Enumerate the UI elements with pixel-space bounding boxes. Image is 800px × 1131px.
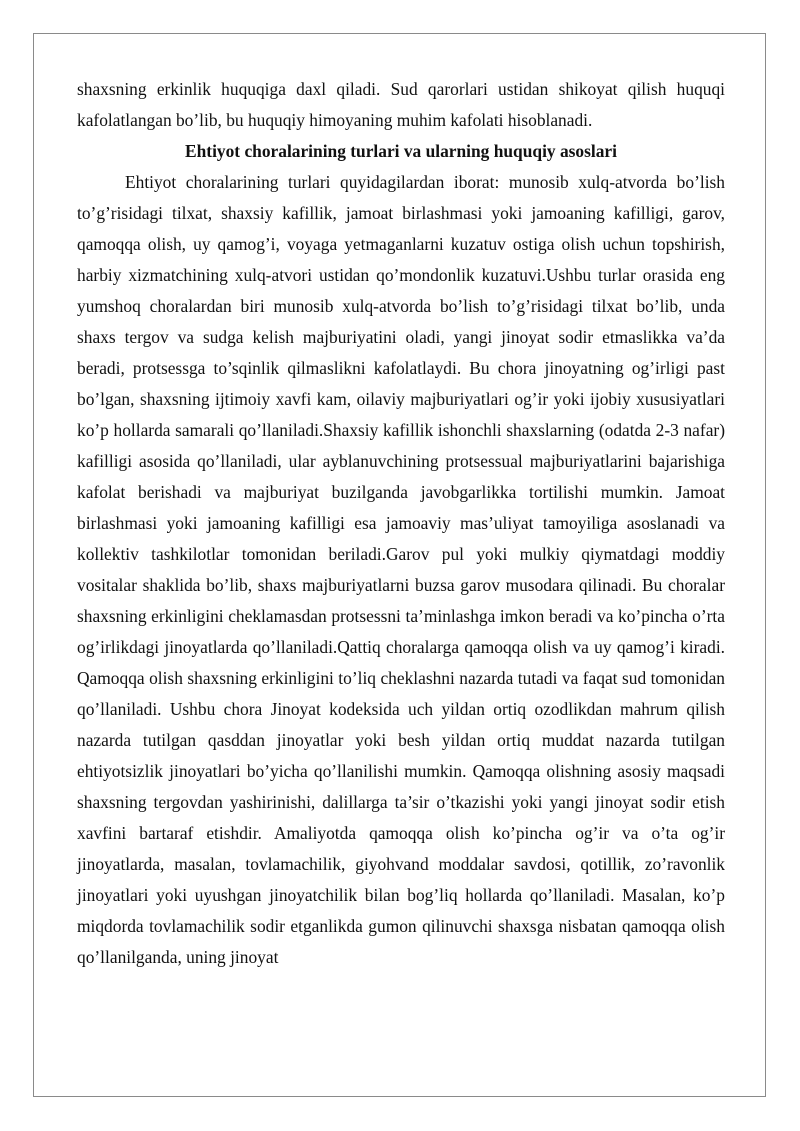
body-paragraph: Ehtiyot choralarining turlari quyidagilardan iborat: munosib xulq-atvorda bo’lish to’g’risidagi tilxat, shaxsiy kafillik, jamoat birlashmasi yoki jamoaning kafilligi, garov, qamoqqa olish, uy qamog’i, voyaga yetmaganlarni kuzatuv ostiga olish uchun topshirish, harbiy xizmatchining xulq-atvori ustidan qo’mondonlik kuzatuvi.Ushbu turlar orasida eng yumshoq choralardan biri munosib xulq-atvorda bo’lish to’g’risidagi tilxat bo’lib, unda shaxs tergov va sudga kelish majburiyatini oladi, yangi jinoyat sodir etmaslikka va’da beradi, protsessga to’sqinlik qilmaslikni kafolatlaydi. Bu chora jinoyatning og’irligi past bo’lgan, shaxsning ijtimoiy xavfi kam, oilaviy majburiyatlari og’ir yoki ijobiy xususiyatlari ko’p hollarda samarali qo’llaniladi.Shaxsiy kafillik ishonchli shaxslarning (odatda 2-3 nafar) kafilligi asosida qo’llaniladi, ular ayblanuvchining protsessual majburiyatlarini bajarishiga kafolat berishadi va majburiyat buzilganda javobgarlikka tortilishi mumkin. Jamoat birlashmasi yoki jamoaning kafilligi esa jamoaviy mas’uliyat tamoyiliga asoslanadi va kollektiv tashkilotlar tomonidan beriladi.Garov pul yoki mulkiy qiymatdagi moddiy vositalar shaklida bo’lib, shaxs majburiyatlarni buzsa garov musodara qilinadi. Bu choralar shaxsning erkinligini cheklamasdan protsessni ta’minlashga imkon beradi va ko’pincha o’rta og’irlikdagi jinoyatlarda qo’llaniladi.Qattiq choralarga qamoqqa olish va uy qamog’i kiradi. Qamoqqa olish shaxsning erkinligini to’liq cheklashni nazarda tutadi va faqat sud tomonidan qo’llaniladi. Ushbu chora Jinoyat kodeksida uch yildan ortiq ozodlikdan mahrum qilish nazarda tutilgan qasddan jinoyatlar yoki besh yildan ortiq muddat nazarda tutilgan ehtiyotsizlik jinoyatlari bo’yicha qo’llanilishi mumkin. Qamoqqa olishning asosiy maqsadi shaxsning tergovdan yashirinishi, dalillarga ta’sir o’tkazishi yoki yangi jinoyat sodir etish xavfini bartaraf etishdir. Amaliyotda qamoqqa olish ko’pincha og’ir va o’ta og’ir jinoyatlarda, masalan, tovlamachilik, giyohvand moddalar savdosi, qotillik, zo’ravonlik jinoyatlari yoki uyushgan jinoyatchilik bilan bog’liq hollarda qo’llaniladi. Masalan, ko’p miqdorda tovlamachilik sodir etganlikda gumon qilinuvchi shaxsga nisbatan qamoqqa olish qo’llanilganda, uning jinoyat [77, 172, 725, 967]
document-body [77, 74, 725, 973]
section-heading: Ehtiyot choralarining turlari va ularning huquqiy asoslari [185, 141, 617, 161]
intro-paragraph: shaxsning erkinlik huquqiga daxl qiladi. Sud qarorlari ustidan shikoyat qilish huquqi kafolatlangan bo’lib, bu huquqiy himoyaning muhim kafolati hisoblanadi. [77, 79, 725, 130]
